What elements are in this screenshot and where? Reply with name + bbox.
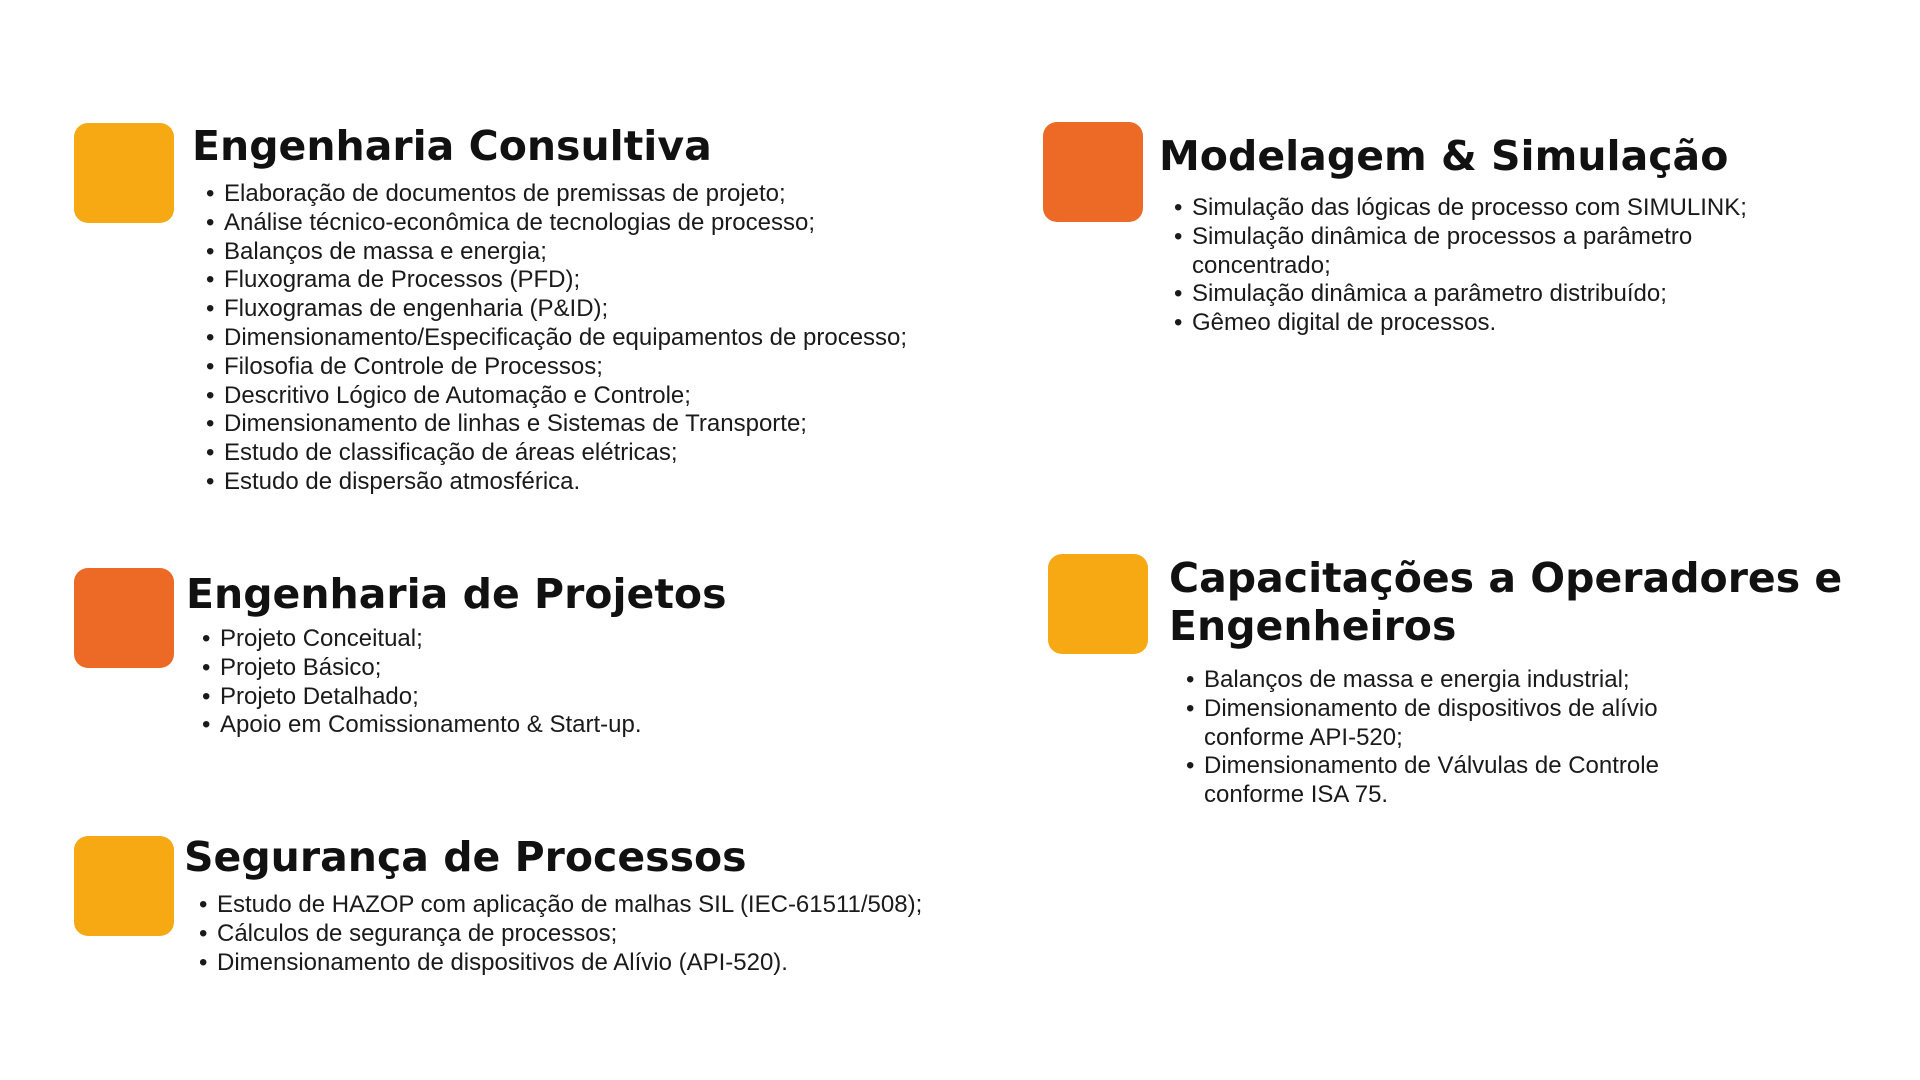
list-engenharia-consultiva <box>206 180 907 497</box>
list-item: • Fluxogramas de engenharia (P&ID); <box>206 295 907 324</box>
amber-square-icon <box>74 123 174 223</box>
orange-square-icon <box>74 568 174 668</box>
list-item: • Dimensionamento de dispositivos de alívio conforme API-520; <box>1186 695 1751 753</box>
list-item: • Dimensionamento de dispositivos de Alívio (API-520). <box>199 949 922 978</box>
section-title-engenharia-de-projetos: Engenharia de Projetos <box>186 570 727 618</box>
section-title-seguranca-de-processos: Segurança de Processos <box>184 833 747 881</box>
list-capacitacoes <box>1186 666 1751 810</box>
list-item: • Balanços de massa e energia industrial; <box>1186 666 1751 695</box>
list-seguranca-de-processos <box>199 891 922 977</box>
list-item: • Dimensionamento/Especificação de equipamentos de processo; <box>206 324 907 353</box>
list-item: • Estudo de dispersão atmosférica. <box>206 468 907 497</box>
list-modelagem-simulacao <box>1174 194 1794 338</box>
list-item: • Projeto Detalhado; <box>202 683 642 712</box>
list-item: • Dimensionamento de linhas e Sistemas de Transporte; <box>206 410 907 439</box>
list-engenharia-de-projetos <box>202 625 642 740</box>
list-item: • Descritivo Lógico de Automação e Controle; <box>206 382 907 411</box>
amber-square-icon <box>74 836 174 936</box>
list-item: • Balanços de massa e energia; <box>206 238 907 267</box>
list-item: • Gêmeo digital de processos. <box>1174 309 1794 338</box>
list-item: • Fluxograma de Processos (PFD); <box>206 266 907 295</box>
section-title-engenharia-consultiva: Engenharia Consultiva <box>192 122 712 170</box>
list-item: • Análise técnico-econômica de tecnologias de processo; <box>206 209 907 238</box>
section-title-modelagem-simulacao: Modelagem & Simulação <box>1159 132 1729 180</box>
list-item: • Simulação dinâmica a parâmetro distribuído; <box>1174 280 1794 309</box>
list-item: • Cálculos de segurança de processos; <box>199 920 922 949</box>
list-item: • Projeto Conceitual; <box>202 625 642 654</box>
list-item: • Filosofia de Controle de Processos; <box>206 353 907 382</box>
list-item: • Estudo de HAZOP com aplicação de malhas SIL (IEC-61511/508); <box>199 891 922 920</box>
list-item: • Projeto Básico; <box>202 654 642 683</box>
section-title-capacitacoes: Capacitações a Operadores e Engenheiros <box>1169 554 1843 650</box>
list-item: • Apoio em Comissionamento & Start-up. <box>202 711 642 740</box>
list-item: • Dimensionamento de Válvulas de Controle conforme ISA 75. <box>1186 752 1751 810</box>
list-item: • Simulação dinâmica de processos a parâmetro concentrado; <box>1174 223 1794 281</box>
list-item: • Estudo de classificação de áreas elétricas; <box>206 439 907 468</box>
list-item: • Simulação das lógicas de processo com SIMULINK; <box>1174 194 1794 223</box>
amber-square-icon <box>1048 554 1148 654</box>
orange-square-icon <box>1043 122 1143 222</box>
list-item: • Elaboração de documentos de premissas de projeto; <box>206 180 907 209</box>
